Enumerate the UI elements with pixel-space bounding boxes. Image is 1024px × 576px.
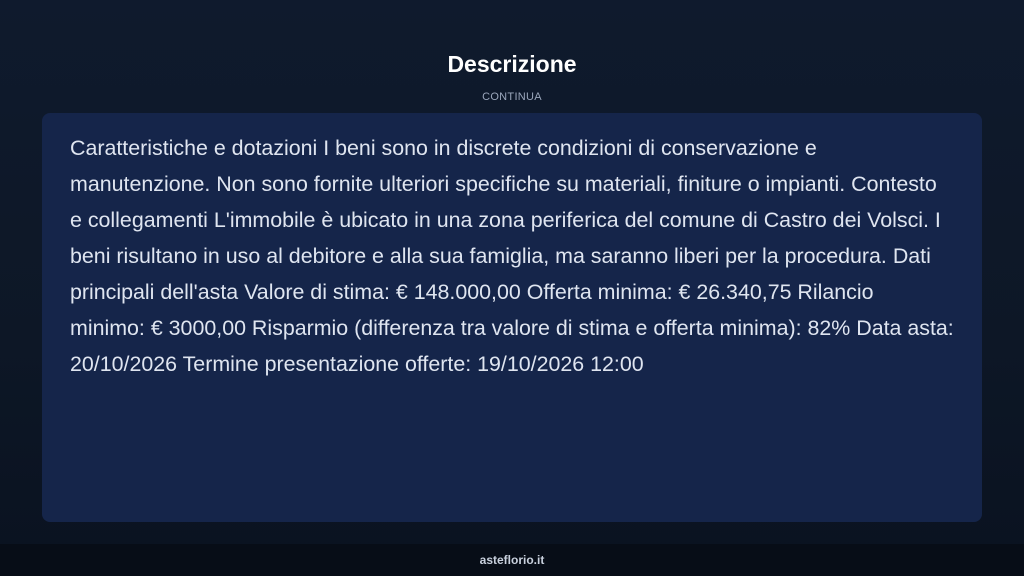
page-title: Descrizione: [447, 51, 577, 77]
description-card: [42, 113, 982, 522]
description-text: Caratteristiche e dotazioni I beni sono in discrete condizioni di conservazione e manutenzione. Non sono fornite ulteriori specifiche su materiali, finiture o impianti. Contesto e collegamenti L'immobile è ubicato in una zona periferica del comune di Castro dei Volsci. I beni risultano in uso al debitore e alla sua famiglia, ma saranno liberi per la procedura. Dati principali dell'asta Valore di stima: € 148.000,00 Offerta minima: € 26.340,75 Rilancio minimo: € 3000,00 Risparmio (differenza tra valore di stima e offerta minima): 82% Data asta: 20/10/2026 Termine presentazione offerte: 19/10/2026 12:00: [70, 136, 954, 376]
continue-label: CONTINUA: [482, 91, 542, 103]
footer-bar: [0, 544, 1024, 576]
footer-site-name: asteflorio.it: [479, 553, 545, 567]
